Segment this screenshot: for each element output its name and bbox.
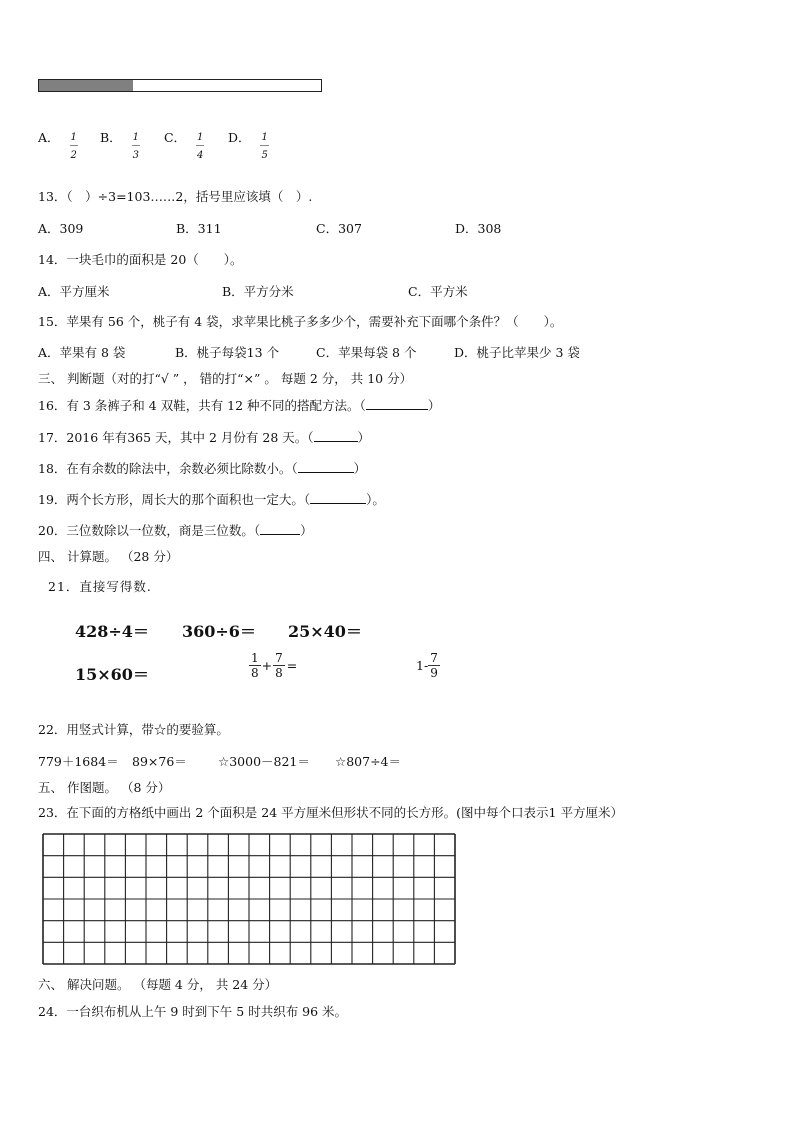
q12-option-b[interactable] — [100, 128, 160, 163]
equals: = — [286, 658, 298, 673]
section-6-heading: 六、 解决问题。 （每题 4 分， 共 24 分） — [38, 977, 278, 992]
q14-stem: 14．一块毛巾的面积是 20（ ）。 — [38, 252, 243, 267]
numerator: 1 — [132, 133, 140, 146]
option-label: A． — [38, 130, 60, 145]
q12-option-a[interactable] — [38, 128, 96, 163]
q21-heading-text: 21．直接写得数. — [48, 579, 152, 594]
q14-option-a[interactable]: A．平方厘米 — [38, 284, 110, 299]
q21-item-4[interactable]: 15×60＝ — [75, 665, 149, 684]
fraction — [196, 133, 204, 161]
judgment-text: 17．2016 年有365 天，其中 2 月份有 28 天。（ — [38, 430, 314, 445]
option-label: D． — [227, 130, 251, 145]
numerator: 1 — [260, 133, 268, 146]
answer-blank[interactable] — [366, 398, 428, 410]
denominator: 3 — [132, 150, 140, 161]
q21-heading — [48, 576, 152, 595]
fraction — [260, 133, 268, 161]
q22-item-3[interactable]: ☆3000－821＝ — [218, 754, 310, 769]
q22-title: 22．用竖式计算，带☆的要验算。 — [38, 722, 229, 737]
option-label: B． — [99, 130, 122, 145]
numerator: 1 — [70, 133, 78, 146]
judgment-end: ） — [427, 398, 441, 413]
judgment-16 — [38, 396, 440, 414]
answer-blank[interactable] — [260, 523, 300, 535]
score-bar — [38, 79, 322, 92]
q15-option-a[interactable]: A．苹果有 8 袋 — [38, 345, 126, 360]
q14-option-b[interactable]: B．平方分米 — [222, 284, 294, 299]
section-4-heading: 四、 计算题。 （28 分） — [38, 549, 179, 564]
q12-option-d[interactable] — [228, 128, 288, 163]
numerator: 7 — [275, 651, 283, 665]
q22-item-1[interactable]: 779＋1684＝ — [38, 754, 119, 769]
fraction — [249, 652, 261, 679]
judgment-18 — [38, 459, 366, 477]
judgment-20 — [38, 521, 313, 539]
judgment-end: ） — [353, 461, 367, 476]
q13-option-d[interactable]: D．308 — [455, 221, 502, 236]
q21-item-3[interactable]: 25×40＝ — [288, 622, 362, 641]
denominator: 8 — [275, 666, 283, 680]
judgment-end: ） — [300, 523, 313, 538]
fraction — [70, 133, 78, 161]
judgment-end: ）。 — [366, 492, 385, 507]
fraction — [132, 133, 140, 161]
q15-option-d[interactable]: D．桃子比苹果少 3 袋 — [454, 345, 580, 360]
minuend: 1- — [416, 658, 429, 673]
answer-blank[interactable] — [310, 492, 366, 504]
q21-item-2[interactable]: 360÷6＝ — [182, 622, 256, 641]
denominator: 8 — [251, 666, 259, 680]
answer-blank[interactable] — [314, 430, 358, 442]
q12-options — [38, 128, 288, 163]
section-5-heading: 五、 作图题。 （8 分） — [38, 780, 171, 795]
judgment-end: ） — [357, 430, 371, 445]
q21-item-1[interactable]: 428÷4＝ — [75, 622, 149, 641]
fraction — [428, 652, 440, 679]
q15-option-b[interactable]: B．桃子每袋13 个 — [175, 345, 280, 360]
section-3-heading: 三、 判断题（对的打“√ ” ， 错的打“×” 。 每题 2 分， 共 10 分） — [38, 371, 413, 386]
q21-item-5[interactable] — [249, 652, 297, 679]
q13-option-a[interactable]: A．309 — [38, 221, 84, 236]
denominator: 5 — [261, 150, 268, 161]
denominator: 9 — [430, 666, 438, 680]
q15-stem: 15．苹果有 56 个，桃子有 4 袋，求苹果比桃子多多少个，需要补充下面哪个条件？（ ）。 — [38, 314, 563, 329]
q22-item-2[interactable]: 89×76＝ — [132, 754, 187, 769]
numerator: 7 — [430, 651, 438, 665]
judgment-text: 18．在有余数的除法中，余数必须比除数小。（ — [38, 461, 298, 476]
operator: + — [261, 658, 273, 673]
score-bar-fill — [39, 80, 133, 91]
denominator: 4 — [197, 150, 204, 161]
q22-item-4[interactable]: ☆807÷4＝ — [335, 754, 401, 769]
q13-option-b[interactable]: B．311 — [176, 221, 222, 236]
q12-option-c[interactable] — [164, 128, 224, 163]
option-label: C． — [163, 130, 187, 145]
q14-option-c[interactable]: C．平方米 — [408, 284, 468, 299]
drawing-grid[interactable] — [42, 833, 456, 965]
q15-option-c[interactable]: C．苹果每袋 8 个 — [316, 345, 417, 360]
judgment-text: 19．两个长方形，周长大的那个面积也一定大。（ — [38, 492, 311, 507]
denominator: 2 — [70, 150, 77, 161]
judgment-text: 20．三位数除以一位数，商是三位数。（ — [38, 523, 261, 538]
numerator: 1 — [196, 133, 204, 146]
numerator: 1 — [251, 651, 259, 665]
fraction — [273, 652, 285, 679]
judgment-text: 16．有 3 条裤子和 4 双鞋，共有 12 种不同的搭配方法。（ — [38, 398, 366, 413]
q21-item-6[interactable] — [416, 652, 440, 679]
judgment-17 — [38, 428, 370, 446]
q24-text: 24．一台织布机从上午 9 时到下午 5 时共织布 96 米。 — [38, 1004, 348, 1019]
q13-option-c[interactable]: C．307 — [316, 221, 362, 236]
judgment-19 — [38, 490, 385, 508]
answer-blank[interactable] — [298, 461, 354, 473]
q23-text: 23．在下面的方格纸中画出 2 个面积是 24 平方厘米但形状不同的长方形。(图中每个口表示1 平方厘米） — [38, 805, 623, 820]
q13-stem: 13．（ ）÷3=103……2，括号里应该填（ ）. — [38, 189, 313, 204]
